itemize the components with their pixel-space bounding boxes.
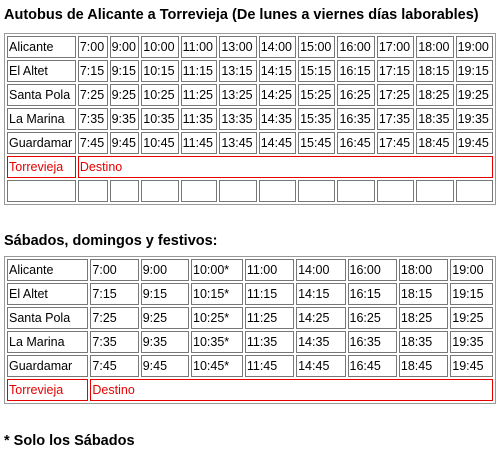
departure-time-cell: 19:15 [456,60,493,82]
blank-cell [141,180,178,202]
table-row [7,355,493,377]
departure-time-cell: 16:00 [337,36,374,58]
departure-time-cell: 18:45 [399,355,448,377]
departure-time-cell: 18:00 [399,259,448,281]
departure-time-cell: 9:45 [141,355,189,377]
departure-time-cell: 11:45 [181,132,218,154]
departure-time-cell: 10:25 [141,84,178,106]
table-row [7,36,493,58]
departure-time-cell: 13:35 [219,108,256,130]
departure-time-cell: 7:35 [90,331,138,353]
departure-time-cell: 11:15 [181,60,218,82]
departure-time-cell: 11:35 [181,108,218,130]
departure-time-cell: 18:45 [416,132,453,154]
departure-time-cell: 11:35 [245,331,294,353]
departure-time-cell: 16:45 [337,132,374,154]
destination-label-cell: Destino [90,379,493,401]
table-row [7,132,493,154]
destination-stop-cell: Torrevieja [7,156,76,178]
weekend-timetable [4,256,496,404]
departure-time-cell: 19:00 [450,259,493,281]
departure-time-cell: 10:00 [141,36,178,58]
blank-cell [78,180,108,202]
blank-cell [259,180,296,202]
departure-time-cell: 19:45 [450,355,493,377]
departure-time-cell: 14:35 [296,331,345,353]
departure-time-cell: 11:00 [245,259,294,281]
departure-time-cell: 10:25* [191,307,243,329]
departure-time-cell: 16:25 [337,84,374,106]
departure-time-cell: 7:15 [78,60,108,82]
departure-time-cell: 11:45 [245,355,294,377]
departure-time-cell: 17:00 [377,36,414,58]
stop-name-cell: Guardamar [7,132,76,154]
weekday-timetable [4,33,496,205]
departure-time-cell: 7:00 [78,36,108,58]
departure-time-cell: 14:00 [296,259,345,281]
departure-time-cell: 14:35 [259,108,296,130]
departure-time-cell: 10:45 [141,132,178,154]
departure-time-cell: 13:25 [219,84,256,106]
destination-label-cell: Destino [78,156,493,178]
departure-time-cell: 13:45 [219,132,256,154]
departure-time-cell: 16:25 [348,307,397,329]
weekend-title: Sábados, domingos y festivos: [4,233,218,249]
departure-time-cell: 9:35 [141,331,189,353]
stop-name-cell: La Marina [7,108,76,130]
departure-time-cell: 17:35 [377,108,414,130]
blank-cell [456,180,493,202]
stop-name-cell: Guardamar [7,355,88,377]
departure-time-cell: 13:15 [219,60,256,82]
departure-time-cell: 11:00 [181,36,218,58]
departure-time-cell: 16:45 [348,355,397,377]
departure-time-cell: 14:25 [259,84,296,106]
stop-name-cell: Santa Pola [7,307,88,329]
blank-cell [298,180,335,202]
departure-time-cell: 9:15 [110,60,140,82]
stop-name-cell: Alicante [7,259,88,281]
departure-time-cell: 9:15 [141,283,189,305]
departure-time-cell: 15:45 [298,132,335,154]
departure-time-cell: 10:35* [191,331,243,353]
departure-time-cell: 10:00* [191,259,243,281]
departure-time-cell: 10:15* [191,283,243,305]
departure-time-cell: 9:45 [110,132,140,154]
departure-time-cell: 13:00 [219,36,256,58]
departure-time-cell: 17:15 [377,60,414,82]
departure-time-cell: 19:25 [456,84,493,106]
departure-time-cell: 19:35 [450,331,493,353]
departure-time-cell: 18:25 [399,307,448,329]
departure-time-cell: 19:15 [450,283,493,305]
table-row [7,60,493,82]
departure-time-cell: 19:00 [456,36,493,58]
departure-time-cell: 9:00 [110,36,140,58]
blank-cell [377,180,414,202]
departure-time-cell: 9:25 [110,84,140,106]
departure-time-cell: 19:45 [456,132,493,154]
departure-time-cell: 7:00 [90,259,138,281]
departure-time-cell: 14:00 [259,36,296,58]
departure-time-cell: 15:35 [298,108,335,130]
blank-cell [337,180,374,202]
table-row [7,283,493,305]
stop-name-cell: Alicante [7,36,76,58]
departure-time-cell: 18:15 [399,283,448,305]
blank-cell [181,180,218,202]
departure-time-cell: 11:25 [181,84,218,106]
table-row [7,108,493,130]
departure-time-cell: 10:15 [141,60,178,82]
departure-time-cell: 17:25 [377,84,414,106]
departure-time-cell: 15:15 [298,60,335,82]
departure-time-cell: 9:25 [141,307,189,329]
stop-name-cell: Santa Pola [7,84,76,106]
blank-row [7,180,493,202]
departure-time-cell: 10:45* [191,355,243,377]
departure-time-cell: 19:35 [456,108,493,130]
departure-time-cell: 7:25 [78,84,108,106]
departure-time-cell: 11:15 [245,283,294,305]
departure-time-cell: 7:45 [90,355,138,377]
stop-name-cell: El Altet [7,283,88,305]
departure-time-cell: 18:25 [416,84,453,106]
destination-row [7,156,493,178]
table-row [7,84,493,106]
blank-cell [110,180,140,202]
departure-time-cell: 14:15 [296,283,345,305]
blank-cell [416,180,453,202]
departure-time-cell: 16:35 [337,108,374,130]
departure-time-cell: 18:35 [399,331,448,353]
departure-time-cell: 9:00 [141,259,189,281]
departure-time-cell: 18:15 [416,60,453,82]
table-row [7,307,493,329]
stop-name-cell: El Altet [7,60,76,82]
departure-time-cell: 15:25 [298,84,335,106]
departure-time-cell: 14:45 [296,355,345,377]
departure-time-cell: 19:25 [450,307,493,329]
blank-cell [219,180,256,202]
departure-time-cell: 17:45 [377,132,414,154]
table-row [7,331,493,353]
saturday-note: * Solo los Sábados [4,433,135,449]
stop-name-cell: La Marina [7,331,88,353]
departure-time-cell: 7:25 [90,307,138,329]
departure-time-cell: 16:15 [337,60,374,82]
departure-time-cell: 14:25 [296,307,345,329]
departure-time-cell: 7:35 [78,108,108,130]
blank-cell [7,180,76,202]
departure-time-cell: 14:15 [259,60,296,82]
departure-time-cell: 15:00 [298,36,335,58]
departure-time-cell: 16:35 [348,331,397,353]
departure-time-cell: 10:35 [141,108,178,130]
departure-time-cell: 9:35 [110,108,140,130]
departure-time-cell: 14:45 [259,132,296,154]
departure-time-cell: 18:35 [416,108,453,130]
departure-time-cell: 7:45 [78,132,108,154]
destination-row [7,379,493,401]
destination-stop-cell: Torrevieja [7,379,88,401]
departure-time-cell: 7:15 [90,283,138,305]
departure-time-cell: 11:25 [245,307,294,329]
table-row [7,259,493,281]
departure-time-cell: 18:00 [416,36,453,58]
departure-time-cell: 16:15 [348,283,397,305]
weekday-title: Autobus de Alicante a Torrevieja (De lunes a viernes días laborables) [4,7,479,23]
departure-time-cell: 16:00 [348,259,397,281]
